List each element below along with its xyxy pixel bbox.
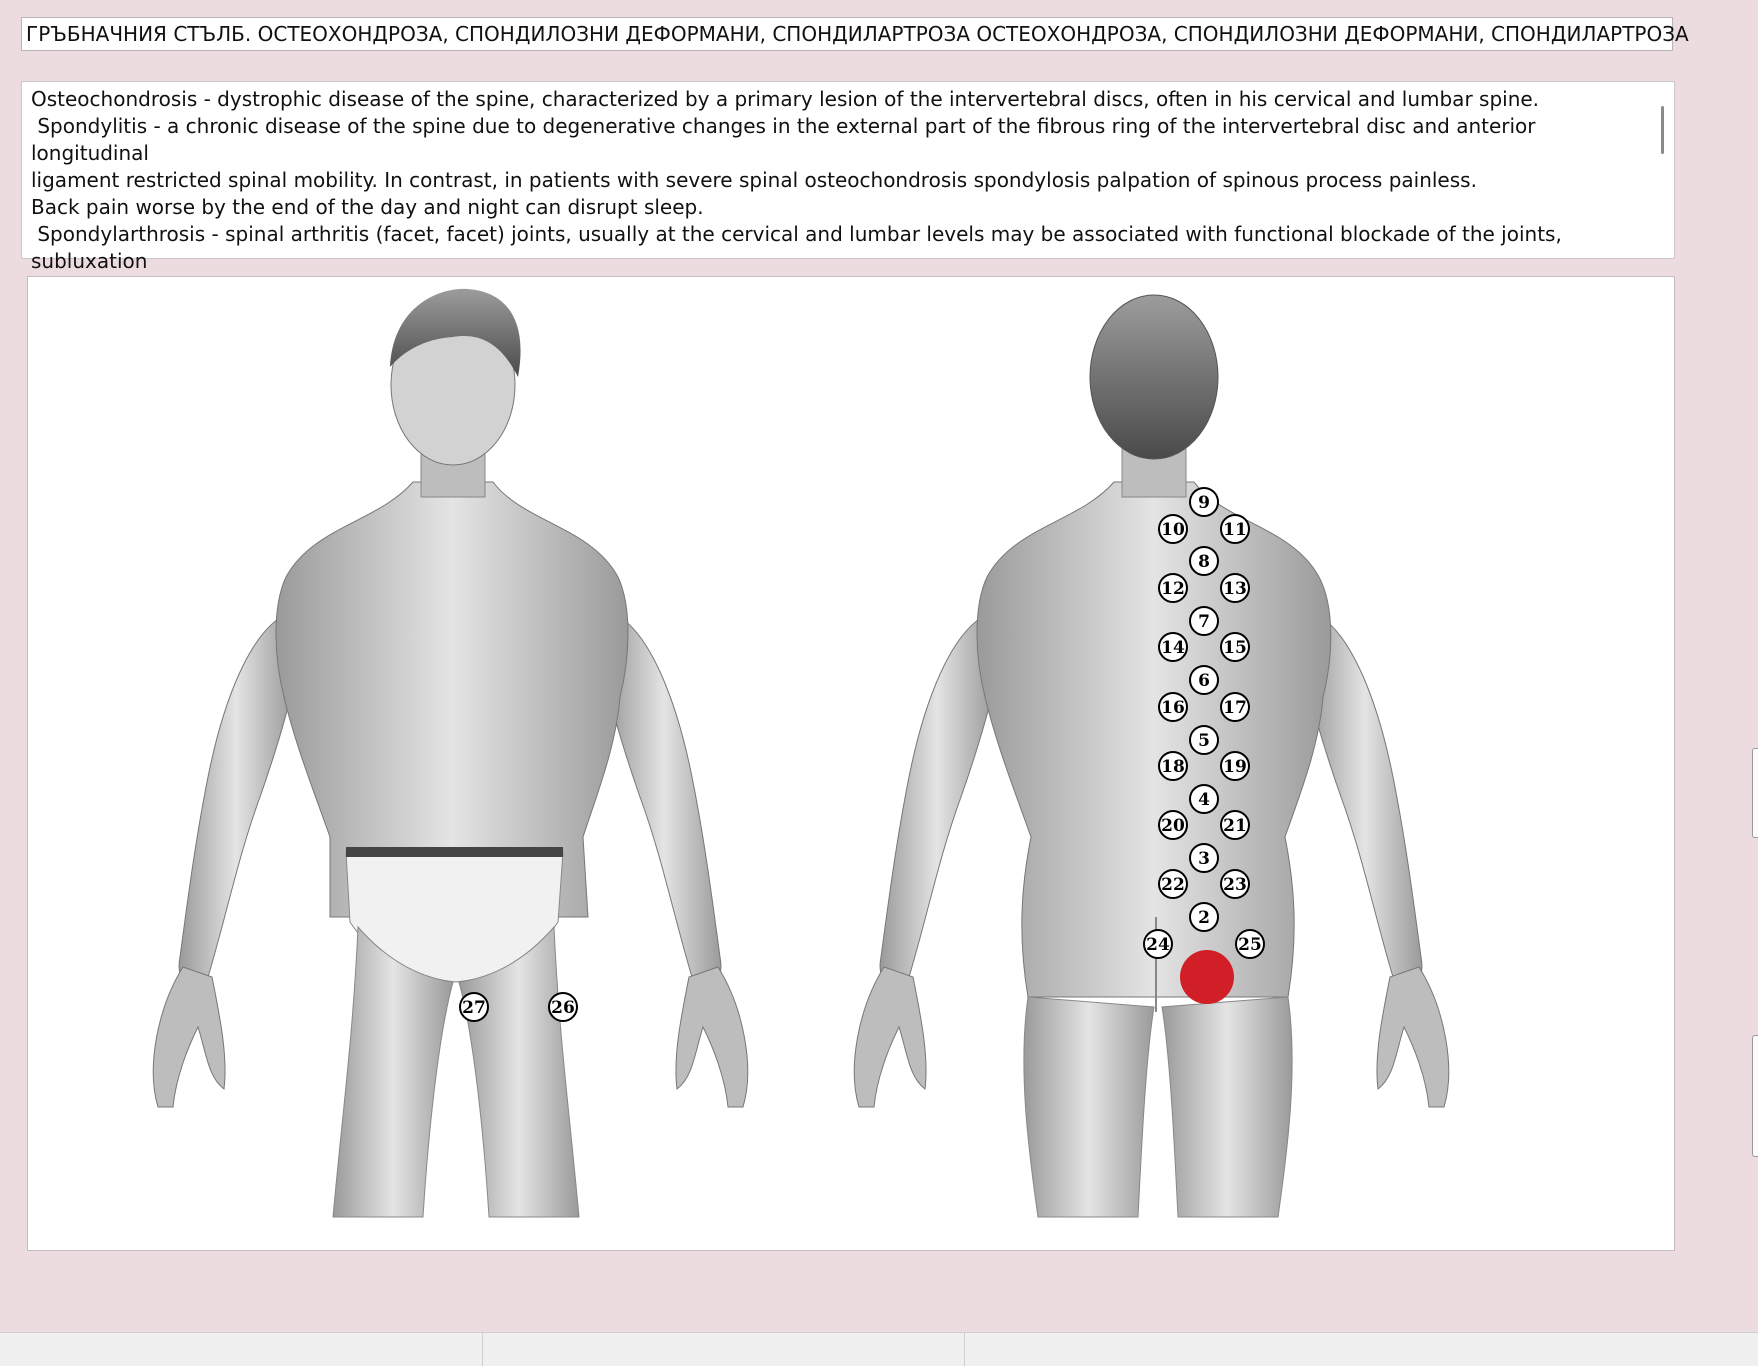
title-field[interactable]: ГРЪБНАЧНИЯ СТЪЛБ. ОСТЕОХОНДРОЗА, СПОНДИЛОЗНИ ДЕФОРМАНИ, СПОНДИЛАРТРОЗА ОСТЕОХОНДРОЗА, СПОНДИЛОЗНИ ДЕФОРМАНИ, СПОНДИЛАРТРОЗА [21,17,1673,51]
point-marker-5[interactable] [1190,726,1218,754]
point-marker-16[interactable] [1159,693,1187,721]
point-label: 22 [1161,875,1185,895]
point-label: 15 [1223,638,1247,658]
point-label: 19 [1223,757,1247,777]
status-segment-3 [964,1333,1758,1366]
point-label: 16 [1161,698,1185,718]
back-body-figure [854,295,1448,1217]
point-marker-4[interactable] [1190,785,1218,813]
point-marker-7[interactable] [1190,607,1218,635]
point-label: 14 [1161,638,1185,658]
point-marker-22[interactable] [1159,870,1187,898]
point-marker-18[interactable] [1159,752,1187,780]
status-segment-2 [482,1333,965,1366]
point-label: 5 [1198,731,1210,751]
point-marker-26[interactable] [549,993,577,1021]
point-label: 25 [1238,935,1262,955]
scrollbar-thumb[interactable] [1661,106,1664,154]
status-bar [0,1332,1758,1366]
point-label: 11 [1223,520,1247,540]
point-label: 17 [1223,698,1247,718]
point-label: 6 [1198,671,1210,691]
point-marker-11[interactable] [1221,515,1249,543]
point-label: 26 [551,998,575,1018]
side-handle-upper[interactable] [1752,748,1758,838]
point-marker-17[interactable] [1221,693,1249,721]
point-label: 9 [1198,493,1210,513]
description-textbox[interactable] [21,81,1675,273]
point-marker-24[interactable] [1144,930,1172,958]
point-marker-20[interactable] [1159,811,1187,839]
point-marker-21[interactable] [1221,811,1249,839]
point-marker-9[interactable] [1190,488,1218,516]
point-label: 13 [1223,579,1247,599]
point-marker-15[interactable] [1221,633,1249,661]
front-body-figure [153,289,747,1217]
point-marker-13[interactable] [1221,574,1249,602]
description-scrollbar[interactable] [1652,82,1674,258]
point-label: 3 [1198,849,1210,869]
point-marker-25[interactable] [1236,930,1264,958]
point-label: 24 [1146,935,1170,955]
point-label: 21 [1223,816,1247,836]
point-label: 12 [1161,579,1185,599]
point-marker-8[interactable] [1190,547,1218,575]
point-marker-27[interactable] [460,993,488,1021]
point-label: 23 [1223,875,1247,895]
description-text: Osteochondrosis - dystrophic disease of the spine, characterized by a primary lesion of the intervertebral discs, often in his cervical and lumbar spine. Spondylitis - a chronic disease of the spine due to degenerative changes in the external part of the fibrous ring of the intervertebral disc and anterior longitudinal ligament restricted spinal mobility. In contrast, in patients with severe spinal osteochondrosis spondylosis palpation of spinous process painless. Back pain worse by the end of the day and night can disrupt sleep. Spondylarthrosis - spinal arthritis (facet, facet) joints, usually at the cervical and lumbar levels may be associated with functional blockade of the joints, subluxation [31,87,1562,273]
point-marker-23[interactable] [1221,870,1249,898]
point-label: 8 [1198,552,1210,572]
point-label: 4 [1198,790,1210,810]
side-handle-lower[interactable] [1752,1035,1758,1157]
point-label: 18 [1161,757,1185,777]
point-marker-12[interactable] [1159,574,1187,602]
point-label: 27 [462,998,486,1018]
point-marker-14[interactable] [1159,633,1187,661]
point-label: 2 [1198,908,1210,928]
point-marker-2[interactable] [1190,903,1218,931]
point-marker-3[interactable] [1190,844,1218,872]
point-marker-6[interactable] [1190,666,1218,694]
body-illustration [28,277,1676,1252]
point-label: 7 [1198,612,1210,632]
status-segment-1 [0,1333,483,1366]
point-marker-19[interactable] [1221,752,1249,780]
body-image-panel [27,276,1675,1251]
point-label: 10 [1161,520,1185,540]
point-marker-10[interactable] [1159,515,1187,543]
point-label: 20 [1161,816,1185,836]
active-point[interactable] [1180,950,1234,1004]
